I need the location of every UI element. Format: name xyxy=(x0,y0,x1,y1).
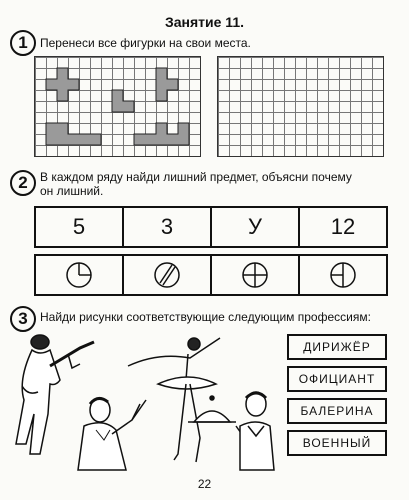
circles-row xyxy=(34,254,388,296)
plus-shape xyxy=(46,68,79,101)
task2-text-line2: он лишний. xyxy=(40,184,104,198)
circle-quarter-icon xyxy=(64,260,94,290)
symbol-cell[interactable]: 5 xyxy=(36,208,124,246)
symbols-row xyxy=(34,206,388,248)
profession-ballerina[interactable]: БАЛЕРИНА xyxy=(287,398,387,424)
waiter-icon xyxy=(188,392,274,470)
circle-cell[interactable] xyxy=(124,256,212,294)
profession-waiter[interactable]: ОФИЦИАНТ xyxy=(287,366,387,392)
symbol-cell[interactable]: 12 xyxy=(330,214,356,239)
page-number: 22 xyxy=(197,477,212,491)
conductor-icon xyxy=(78,398,146,470)
source-grid xyxy=(34,56,201,157)
circle-cell[interactable] xyxy=(36,256,124,294)
circle-cell[interactable] xyxy=(212,256,300,294)
shapes-figures xyxy=(35,57,200,156)
circle-crossed-icon xyxy=(152,260,182,290)
circle-cross-icon xyxy=(240,260,270,290)
professions-illustration xyxy=(8,326,278,476)
target-grid[interactable] xyxy=(217,56,384,157)
profession-soldier[interactable]: ВОЕННЫЙ xyxy=(287,430,387,456)
ballerina-icon xyxy=(128,338,220,462)
task1-number: 1 xyxy=(10,30,36,56)
bottom-u-shape xyxy=(134,123,189,145)
small-l-shape xyxy=(112,90,134,112)
task3-number: 3 xyxy=(10,306,36,332)
profession-conductor[interactable]: ДИРИЖЁР xyxy=(287,334,387,360)
t-shape xyxy=(156,68,178,101)
task2-text-line1: В каждом ряду найди лишний предмет, объясни почему xyxy=(40,170,352,184)
symbol-cell[interactable]: 3 xyxy=(124,208,212,246)
circle-cell[interactable] xyxy=(300,256,386,294)
task3-text: Найди рисунки соответствующие следующим профессиям: xyxy=(40,310,371,324)
task1-text: Перенеси все фигурки на свои места. xyxy=(40,36,251,50)
page-title: Занятие 11. xyxy=(164,14,244,30)
bottom-l-shape xyxy=(46,123,101,145)
task2-number: 2 xyxy=(10,170,36,196)
circle-split-icon xyxy=(328,260,358,290)
symbol-cell[interactable]: У xyxy=(212,208,300,246)
